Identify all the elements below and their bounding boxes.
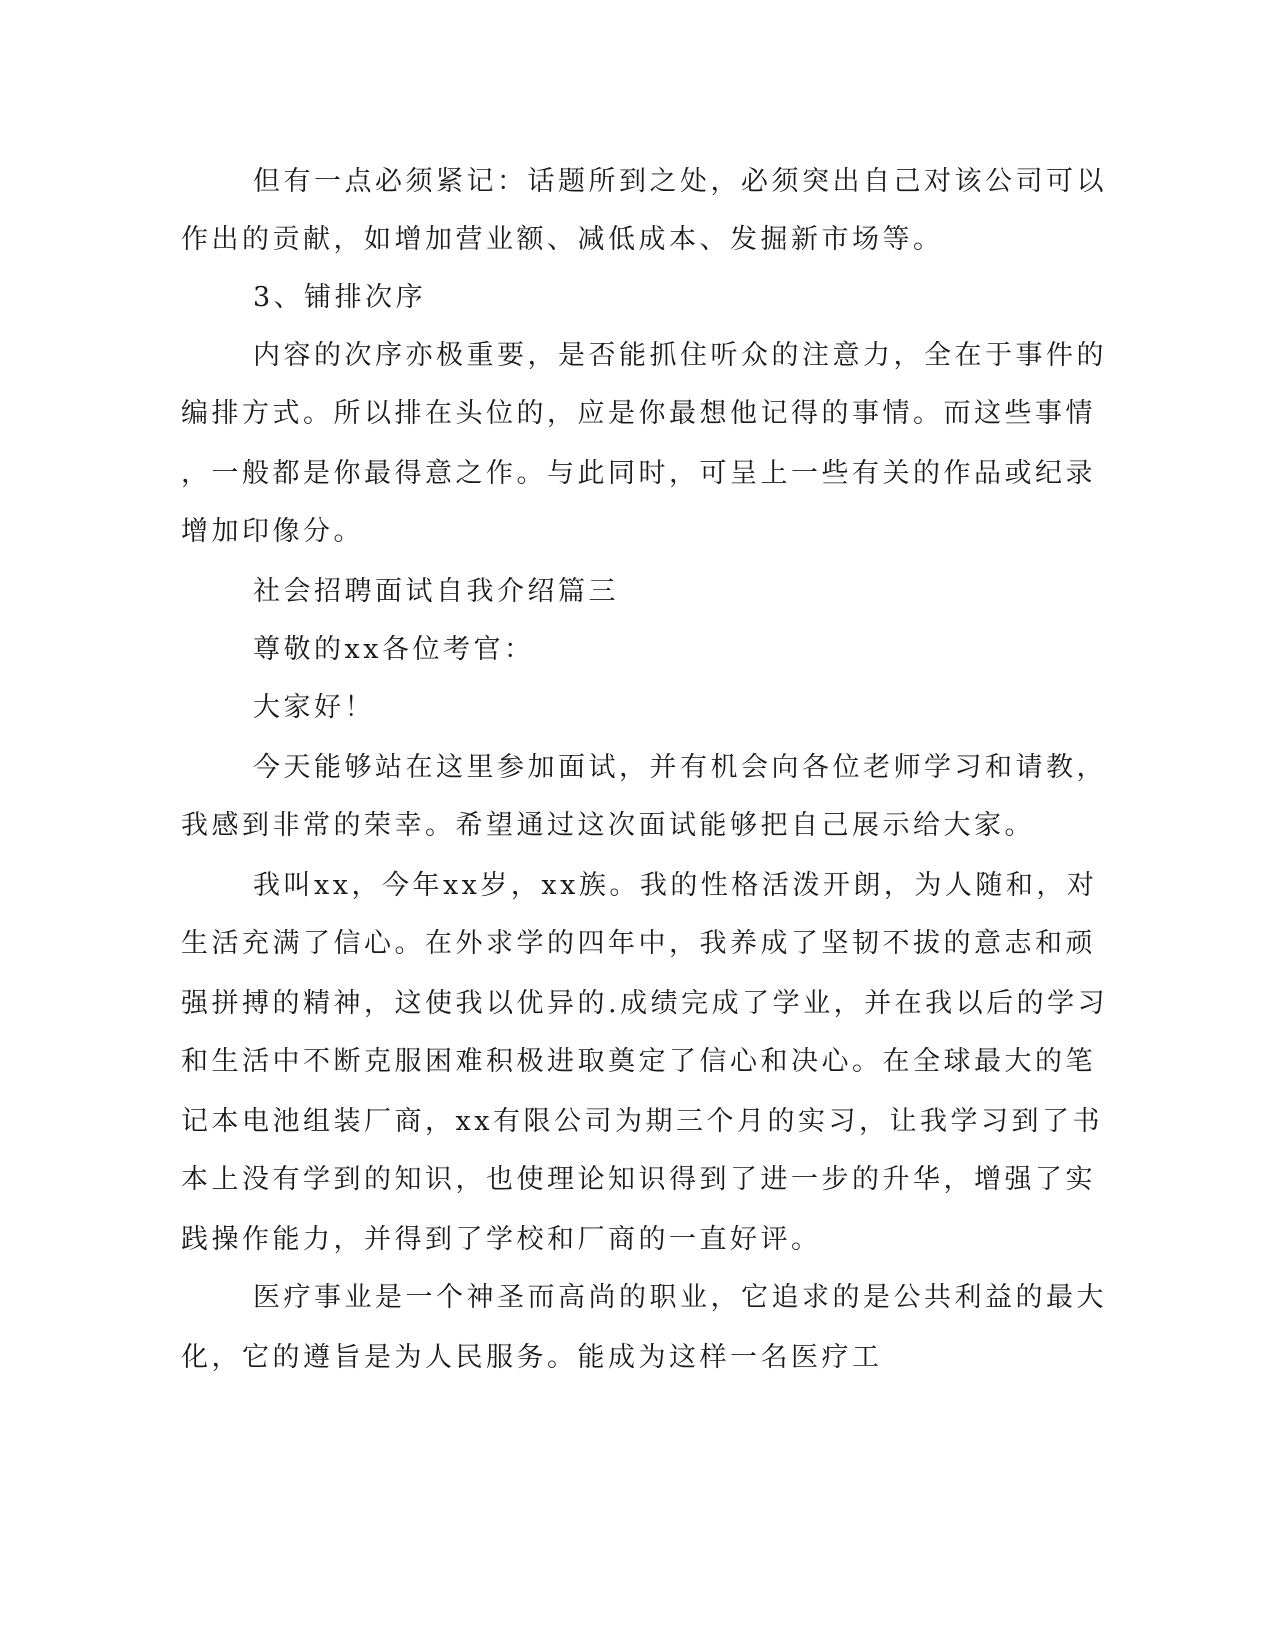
paragraph-line: 生活充满了信心。在外求学的四年中，我养成了坚韧不拔的意志和顽 — [181, 928, 1096, 959]
paragraph-line: 我叫xx，今年xx岁，xx族。我的性格活泼开朗，为人随和，对 — [253, 870, 1098, 901]
paragraph-line: 编排方式。所以排在头位的，应是你最想他记得的事情。而这些事情 — [181, 398, 1096, 429]
article-title: 社会招聘面试自我介绍篇三 — [253, 576, 619, 607]
paragraph-line: 医疗事业是一个神圣而高尚的职业，它追求的是公共利益的最大 — [253, 1282, 1107, 1313]
paragraph-line: 但有一点必须紧记：话题所到之处，必须突出自己对该公司可以 — [253, 166, 1107, 197]
paragraph-line: 作出的贡献，如增加营业额、减低成本、发掘新市场等。 — [181, 224, 944, 255]
paragraph-line: 本上没有学到的知识，也使理论知识得到了进一步的升华，增强了实 — [181, 1164, 1096, 1195]
paragraph-line: 增加印像分。 — [181, 516, 364, 547]
section-heading: 3、铺排次序 — [253, 282, 427, 313]
paragraph-line: ，一般都是你最得意之作。与此同时，可呈上一些有关的作品或纪录 — [181, 458, 1096, 489]
paragraph-line: 记本电池组装厂商，xx有限公司为期三个月的实习，让我学习到了书 — [181, 1106, 1103, 1137]
paragraph-line: 内容的次序亦极重要，是否能抓住听众的注意力，全在于事件的 — [253, 340, 1107, 371]
paragraph-line: 和生活中不断克服困难积极进取奠定了信心和决心。在全球最大的笔 — [181, 1046, 1096, 1077]
paragraph-line: 我感到非常的荣幸。希望通过这次面试能够把自己展示给大家。 — [181, 810, 1035, 841]
salutation: 尊敬的xx各位考官： — [253, 634, 535, 665]
paragraph-line: 今天能够站在这里参加面试，并有机会向各位老师学习和请教， — [253, 752, 1107, 783]
paragraph-line: 强拼搏的精神，这使我以优异的.成绩完成了学业，并在我以后的学习 — [181, 988, 1109, 1019]
paragraph-line: 化，它的遵旨是为人民服务。能成为这样一名医疗工 — [181, 1342, 883, 1373]
greeting: 大家好！ — [253, 692, 375, 723]
paragraph-line: 践操作能力，并得到了学校和厂商的一直好评。 — [181, 1224, 822, 1255]
